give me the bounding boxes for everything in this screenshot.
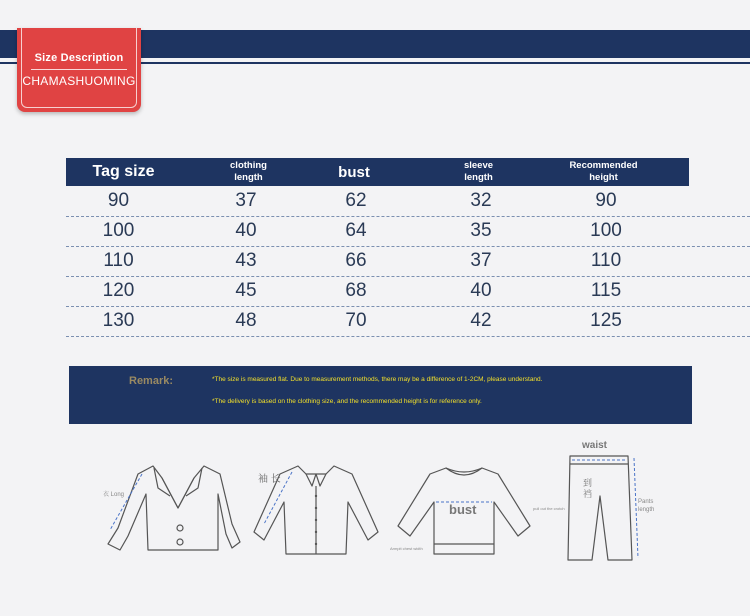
jacket-illustration [98, 458, 242, 558]
cell-recommended-height: 100 [590, 220, 622, 241]
cell-clothing-length: 37 [235, 190, 257, 211]
cell-recommended-height: 125 [590, 310, 622, 331]
badge-divider [31, 69, 127, 70]
remark-note-measurement: *The size is measured flat. Due to measurement methods, there may be a difference of 1-2CM, please understand. [212, 376, 543, 383]
table-row [66, 307, 750, 337]
badge-frame [21, 28, 137, 108]
cell-tag-size: 100 [102, 220, 135, 241]
cell-bust: 64 [345, 220, 367, 241]
cell-sleeve-length: 32 [470, 190, 492, 211]
table-row [66, 247, 750, 277]
cell-bust: 70 [345, 310, 367, 331]
pants-crotch-label: 到 裆 [583, 478, 593, 499]
cell-clothing-length: 43 [235, 250, 257, 271]
cell-clothing-length: 45 [235, 280, 257, 301]
cell-tag-size: 90 [107, 190, 130, 211]
column-header-clothing-length: clothing length [230, 160, 267, 183]
cell-tag-size: 110 [103, 250, 134, 271]
cell-clothing-length: 40 [235, 220, 257, 241]
badge-title: Size Description [34, 52, 124, 64]
shirt-sleeve-label: 袖 长 [258, 474, 281, 485]
cell-sleeve-length: 40 [470, 280, 492, 301]
pants-length-label: Pants length [638, 499, 655, 513]
table-row [66, 217, 750, 247]
pants-illustration [558, 450, 640, 562]
pants-waist-label: waist [582, 440, 608, 451]
sweater-chest-label: Armpit chest width [390, 546, 423, 551]
cell-sleeve-length: 42 [470, 310, 492, 331]
cell-recommended-height: 115 [590, 280, 622, 301]
cell-bust: 68 [345, 280, 367, 301]
cell-recommended-height: 110 [590, 250, 622, 271]
remark-label: Remark: [129, 375, 174, 387]
cell-sleeve-length: 37 [470, 250, 492, 271]
cell-tag-size: 130 [102, 310, 135, 331]
column-header-sleeve-length: sleeve length [463, 160, 494, 183]
jacket-measure-label: 衣 Long [103, 492, 125, 498]
cell-sleeve-length: 35 [470, 220, 492, 241]
column-header-recommended-height: Recommended height [569, 160, 638, 183]
table-row [66, 277, 750, 307]
table-row [66, 187, 750, 217]
sweater-bust-label: bust [449, 502, 477, 517]
cell-bust: 62 [345, 190, 367, 211]
badge-subtitle: CHAMASHUOMING [22, 74, 136, 88]
cell-tag-size: 120 [102, 280, 135, 301]
cell-clothing-length: 48 [235, 310, 257, 331]
column-header-tag-size: Tag size [92, 163, 155, 180]
cell-recommended-height: 90 [595, 190, 617, 211]
column-header-bust: bust [338, 163, 370, 181]
size-description-badge [17, 28, 141, 112]
pants-crotch-small-label: pull out the crotch [533, 506, 565, 511]
size-table-header [66, 158, 689, 186]
cell-bust: 66 [345, 250, 367, 271]
remark-note-delivery: *The delivery is based on the clothing size, and the recommended height is for reference only. [212, 398, 482, 405]
remark-box [69, 366, 692, 424]
